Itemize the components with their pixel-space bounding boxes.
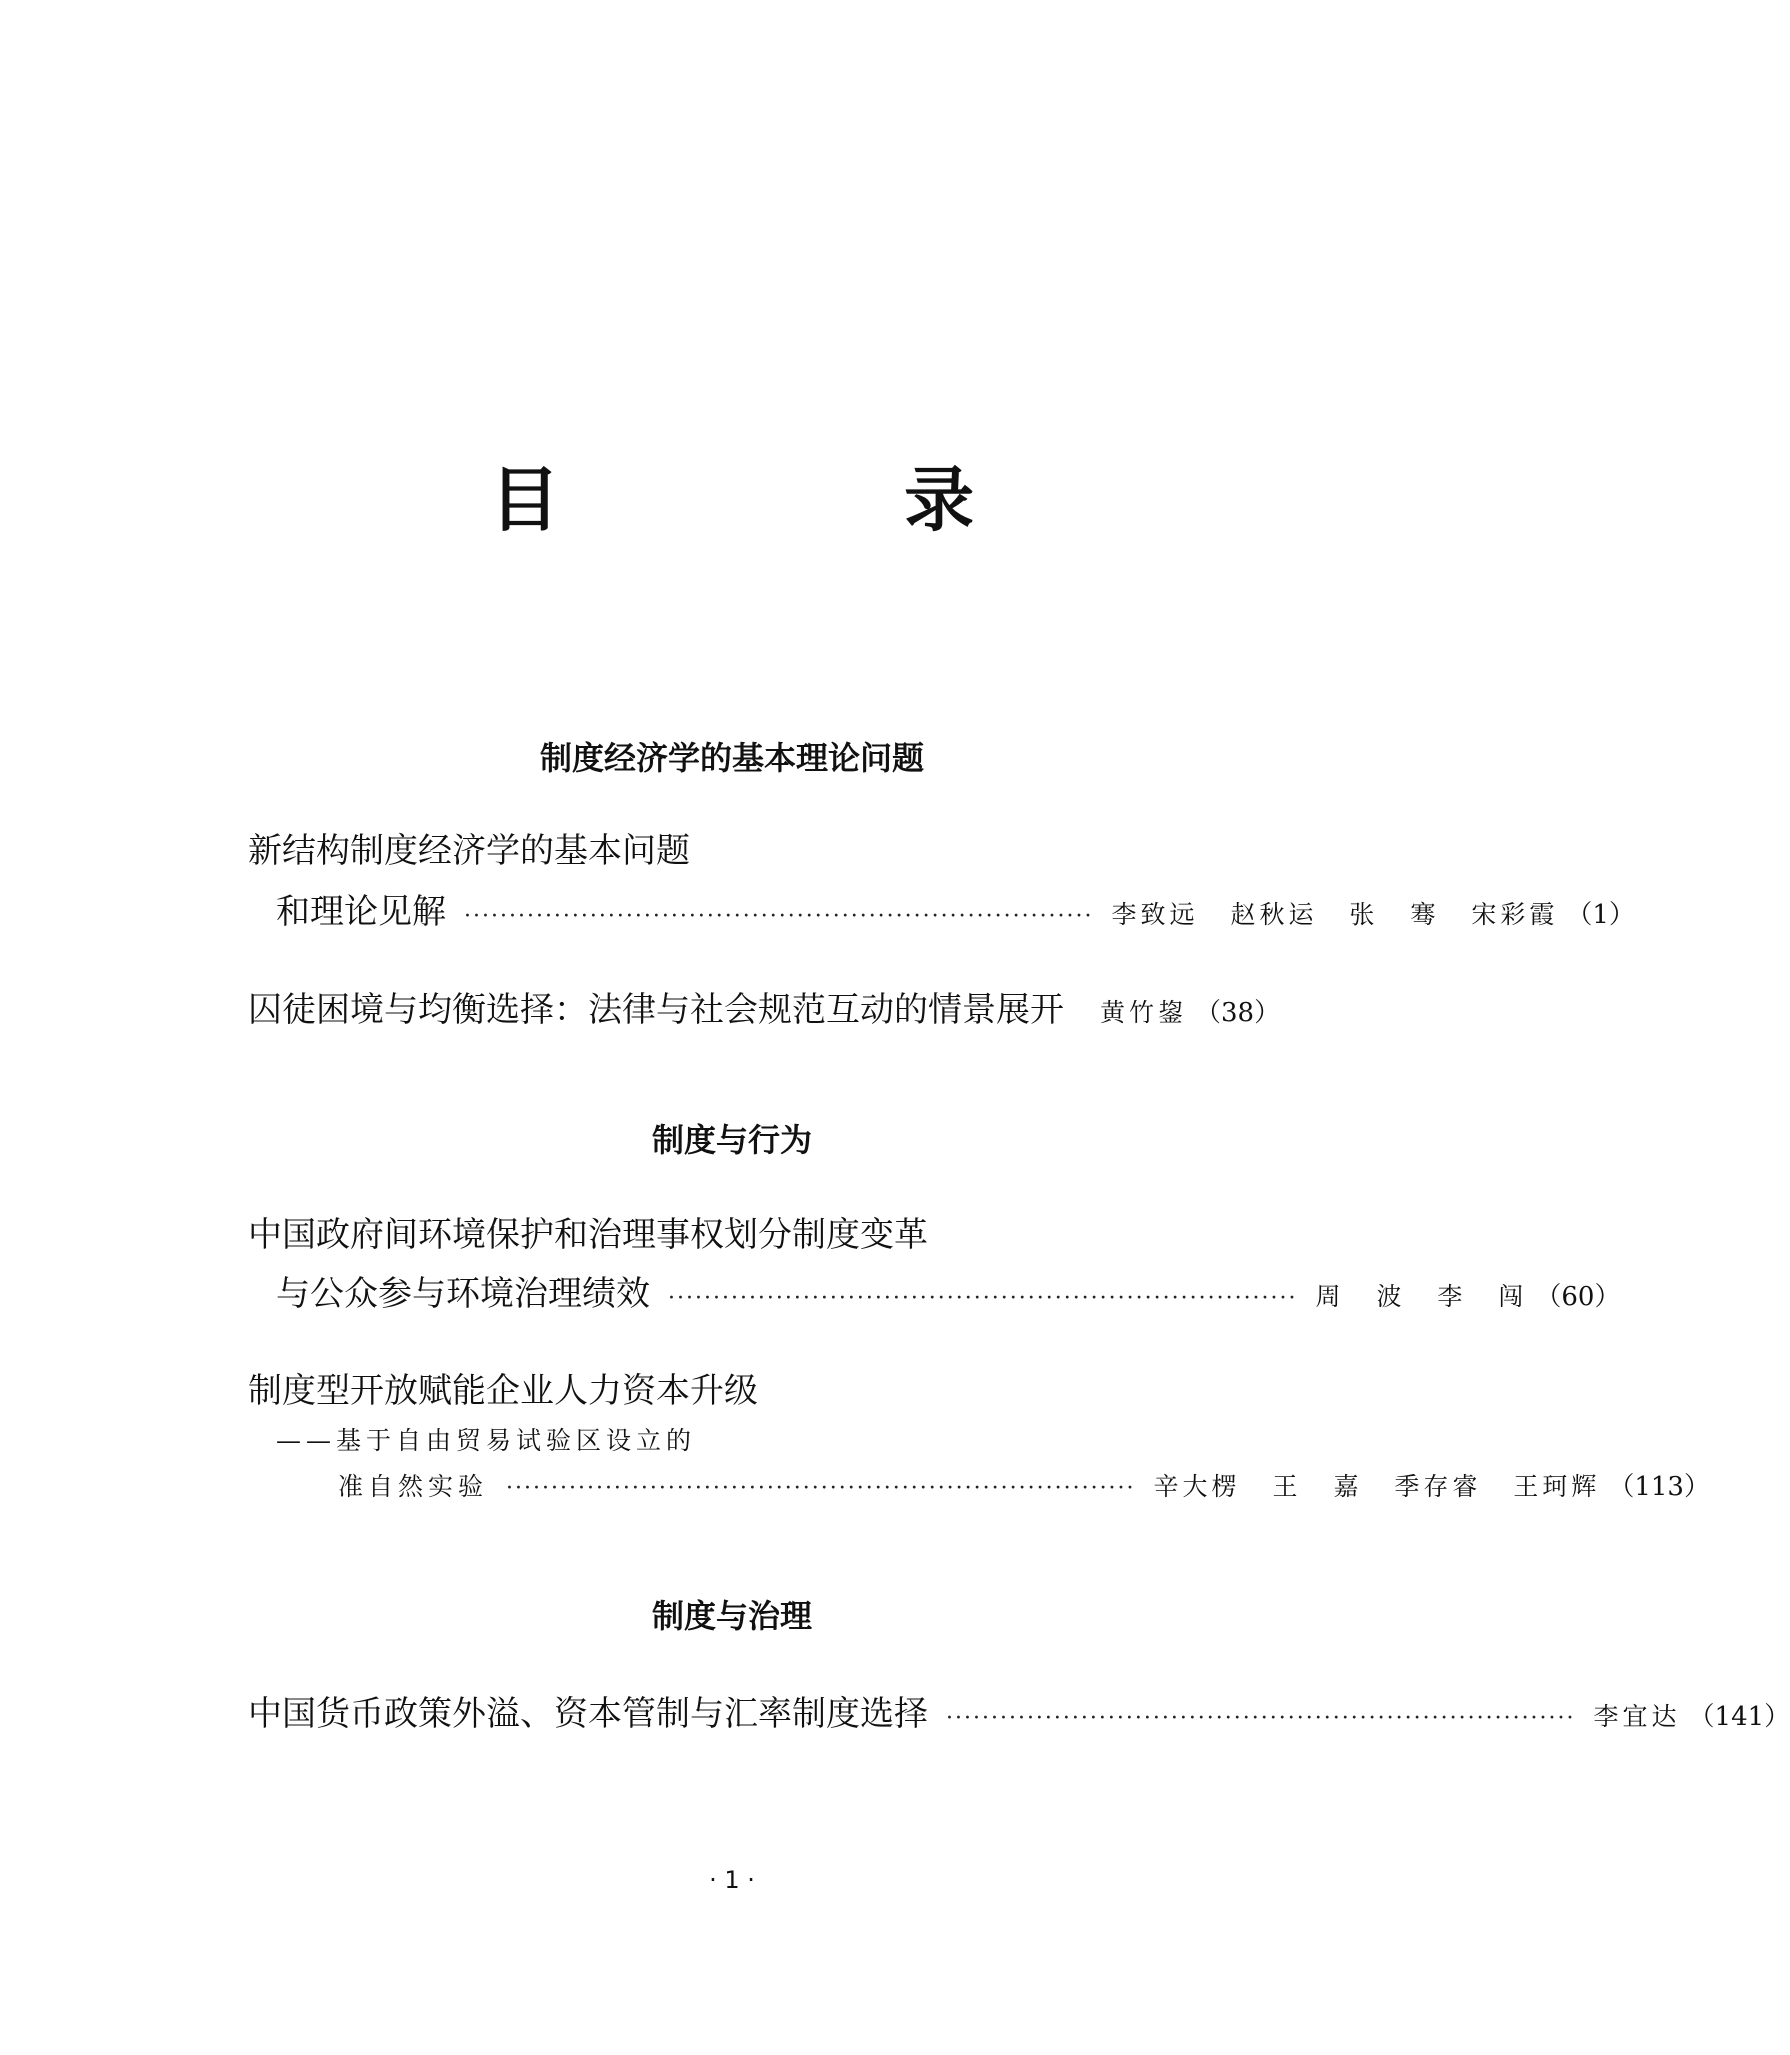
leader-dots: ······································································ xyxy=(946,1706,1576,1731)
toc-page-number: （113） xyxy=(1608,1472,1710,1502)
toc-entry-subtitle-cont: 准自然实验 xyxy=(338,1472,489,1501)
toc-authors: 李宜达 xyxy=(1593,1702,1681,1731)
toc-page-number: （38） xyxy=(1195,998,1281,1028)
toc-page-number: （1） xyxy=(1566,900,1635,930)
toc-entry-title[interactable]: 制度型开放赋能企业人力资本升级 xyxy=(248,1371,758,1411)
toc-entry-row[interactable] xyxy=(248,1686,1790,1735)
toc-entry-title[interactable]: 中国政府间环境保护和治理事权划分制度变革 xyxy=(248,1215,928,1255)
leader-dots: ······································································ xyxy=(506,1476,1136,1501)
toc-entry-subtitle: ——基于自由贸易试验区设立的 xyxy=(276,1426,697,1455)
toc-authors: 辛大楞 王 嘉 季存睿 王珂辉 xyxy=(1153,1472,1601,1501)
toc-entry-row[interactable] xyxy=(338,1466,1710,1503)
section-heading: 制度与治理 xyxy=(651,1597,812,1635)
toc-entry-title: 囚徒困境与均衡选择：法律与社会规范互动的情景展开 xyxy=(248,990,1064,1030)
leader-dots: ······································································ xyxy=(668,1286,1298,1311)
page-title: 目 录 xyxy=(489,459,1135,541)
toc-entry-title-cont: 和理论见解 xyxy=(276,892,446,932)
toc-authors: 李致远 赵秋运 张 骞 宋彩霞 xyxy=(1111,900,1559,929)
section-heading: 制度经济学的基本理论问题 xyxy=(539,739,924,777)
toc-entry-title[interactable]: 新结构制度经济学的基本问题 xyxy=(248,831,690,871)
toc-entry-row[interactable] xyxy=(248,982,1281,1031)
toc-authors: 黄竹鋆 xyxy=(1100,998,1188,1027)
toc-entry-row[interactable] xyxy=(276,1266,1621,1315)
toc-page-number: （60） xyxy=(1535,1282,1621,1312)
toc-authors: 周 波 李 闯 xyxy=(1315,1282,1528,1311)
toc-entry-row[interactable] xyxy=(276,884,1635,933)
leader-dots: ······································································ xyxy=(464,904,1094,929)
toc-entry-title-cont: 与公众参与环境治理绩效 xyxy=(276,1274,650,1314)
section-heading: 制度与行为 xyxy=(651,1121,812,1159)
toc-entry-title: 中国货币政策外溢、资本管制与汇率制度选择 xyxy=(248,1694,928,1734)
page-number-footer: · 1 · xyxy=(709,1866,755,1894)
toc-page-number: （141） xyxy=(1688,1702,1790,1732)
